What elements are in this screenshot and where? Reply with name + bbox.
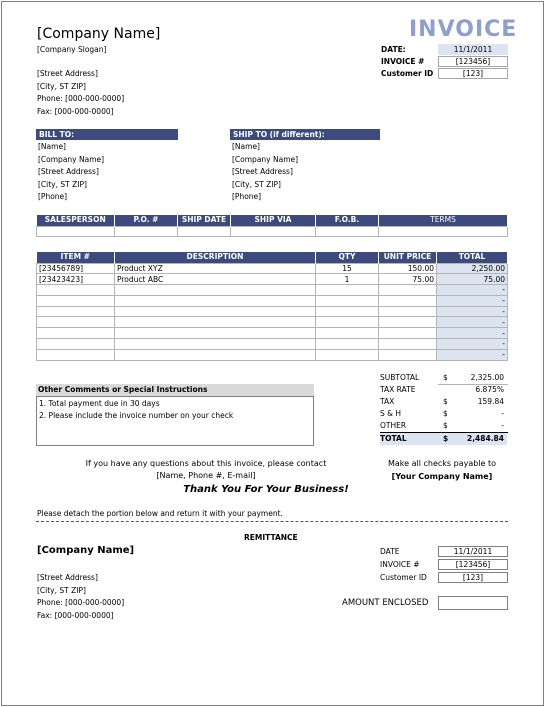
- remittance-customer-label: Customer ID: [380, 573, 427, 582]
- sh-value[interactable]: -: [501, 409, 504, 418]
- subtotal-row: [380, 372, 507, 384]
- table-row: [37, 295, 508, 306]
- other-value[interactable]: -: [501, 421, 504, 430]
- shipping-data-row: [37, 226, 508, 237]
- customer-id-value[interactable]: [123]: [438, 68, 508, 79]
- remittance-date-value[interactable]: 11/1/2011: [438, 546, 508, 557]
- description-cell[interactable]: [115, 349, 316, 360]
- col-item-number: ITEM #: [37, 252, 115, 263]
- line-total-cell: -: [437, 339, 508, 350]
- bill-to-city: [City, ST ZIP]: [38, 179, 87, 189]
- ship-to-name: [Name]: [232, 142, 260, 151]
- company-slogan: [Company Slogan]: [37, 45, 107, 54]
- amount-enclosed-field[interactable]: [438, 596, 508, 610]
- tax-dollar: $: [443, 397, 448, 406]
- questions-text: If you have any questions about this invoice, please contact: [85, 459, 327, 468]
- subtotal-value: 2,325.00: [470, 373, 504, 382]
- unit-price-cell[interactable]: 75.00: [379, 274, 437, 285]
- qty-cell[interactable]: [316, 339, 379, 350]
- qty-cell[interactable]: 1: [316, 274, 379, 285]
- table-row: [37, 317, 508, 328]
- item-number-cell[interactable]: [23456789]: [37, 263, 115, 274]
- tax-rate-row: [380, 384, 507, 396]
- item-number-cell[interactable]: [37, 295, 115, 306]
- comments-heading: Other Comments or Special Instructions: [36, 384, 314, 396]
- unit-price-cell[interactable]: [379, 339, 437, 350]
- item-number-cell[interactable]: [37, 339, 115, 350]
- remittance-company-name: [Company Name]: [37, 545, 135, 556]
- bill-to-heading: [36, 129, 178, 140]
- shipping-table: [36, 215, 508, 237]
- items-header-row: [37, 252, 508, 263]
- line-total-cell: -: [437, 349, 508, 360]
- table-row: [37, 274, 508, 285]
- unit-price-cell[interactable]: [379, 295, 437, 306]
- detach-instructions: Please detach the portion below and return it with your payment.: [37, 509, 283, 518]
- ship-to-city: [City, ST ZIP]: [232, 179, 281, 189]
- fax: Fax: [000-000-0000]: [37, 106, 114, 116]
- line-total-cell: -: [437, 285, 508, 296]
- item-number-cell[interactable]: [37, 285, 115, 296]
- subtotal-dollar: $: [443, 373, 448, 382]
- phone: Phone: [000-000-0000]: [37, 94, 125, 103]
- item-number-cell[interactable]: [37, 317, 115, 328]
- city-state-zip: [City, ST ZIP]: [37, 81, 86, 91]
- description-cell[interactable]: Product ABC: [115, 274, 316, 285]
- bill-to-phone: [Phone]: [38, 192, 68, 201]
- col-ship-via: SHIP VIA: [231, 215, 316, 226]
- ship-via-cell[interactable]: [231, 226, 316, 237]
- qty-cell[interactable]: 15: [316, 263, 379, 274]
- unit-price-cell[interactable]: 150.00: [379, 263, 437, 274]
- col-ship-date: SHIP DATE: [178, 215, 231, 226]
- company-name: [Company Name]: [37, 26, 161, 42]
- other-dollar: $: [443, 421, 448, 430]
- line-total-cell: -: [437, 295, 508, 306]
- line-total-cell: -: [437, 317, 508, 328]
- line-total-cell: -: [437, 306, 508, 317]
- line-total-cell: 2,250.00: [437, 263, 508, 274]
- sh-dollar: $: [443, 409, 448, 418]
- col-salesperson: SALESPERSON: [37, 215, 115, 226]
- remittance-city: [City, ST ZIP]: [37, 585, 86, 595]
- comments-box[interactable]: [36, 396, 314, 446]
- invoice-number-label: INVOICE #: [381, 57, 425, 66]
- contact-info: [Name, Phone #, E-mail]: [156, 471, 256, 480]
- bill-to-name: [Name]: [38, 142, 66, 151]
- table-row: [37, 285, 508, 296]
- invoice-title: INVOICE: [409, 17, 518, 42]
- qty-cell[interactable]: [316, 295, 379, 306]
- thank-you-text: Thank You For Your Business!: [183, 484, 349, 495]
- sh-label: S & H: [380, 409, 402, 418]
- remittance-customer-value[interactable]: [123]: [438, 572, 508, 583]
- remittance-invoice-value[interactable]: [123456]: [438, 559, 508, 570]
- date-value[interactable]: 11/1/2011: [438, 44, 508, 55]
- street-address: [Street Address]: [37, 69, 98, 78]
- qty-cell[interactable]: [316, 349, 379, 360]
- unit-price-cell[interactable]: [379, 285, 437, 296]
- description-cell[interactable]: Product XYZ: [115, 263, 316, 274]
- line-total-cell: 75.00: [437, 274, 508, 285]
- detach-line: [36, 521, 508, 522]
- item-number-cell[interactable]: [37, 349, 115, 360]
- tax-value: 159.84: [477, 397, 504, 406]
- terms-cell[interactable]: [379, 226, 508, 237]
- payable-company: [Your Company Name]: [391, 472, 493, 481]
- description-cell[interactable]: [115, 328, 316, 339]
- ship-to-street: [Street Address]: [232, 167, 293, 176]
- bill-to-street: [Street Address]: [38, 167, 99, 176]
- items-table: [36, 252, 508, 361]
- fob-cell[interactable]: [316, 226, 379, 237]
- table-row: [37, 349, 508, 360]
- item-number-cell[interactable]: [37, 306, 115, 317]
- date-label: DATE:: [381, 45, 406, 54]
- tax-label: TAX: [380, 397, 395, 406]
- col-fob: F.O.B.: [316, 215, 379, 226]
- col-terms: TERMS: [379, 215, 508, 226]
- comment-line: 2. Please include the invoice number on your check: [39, 411, 234, 420]
- table-row: [37, 339, 508, 350]
- other-label: OTHER: [380, 421, 407, 430]
- subtotal-label: SUBTOTAL: [380, 373, 420, 382]
- item-number-cell[interactable]: [23423423]: [37, 274, 115, 285]
- qty-cell[interactable]: [316, 328, 379, 339]
- unit-price-cell[interactable]: [379, 317, 437, 328]
- ship-to-company: [Company Name]: [232, 154, 299, 164]
- unit-price-cell[interactable]: [379, 328, 437, 339]
- tax-rate-value[interactable]: 6.875%: [475, 385, 504, 394]
- total-value: 2,484.84: [466, 434, 504, 443]
- po-number-cell[interactable]: [115, 226, 178, 237]
- table-row: [37, 328, 508, 339]
- other-row: [380, 420, 507, 432]
- col-total: TOTAL: [437, 252, 508, 263]
- description-cell[interactable]: [115, 306, 316, 317]
- description-cell[interactable]: [115, 295, 316, 306]
- remittance-fax: Fax: [000-000-0000]: [37, 610, 114, 620]
- ship-to-phone: [Phone]: [232, 192, 262, 201]
- unit-price-cell[interactable]: [379, 349, 437, 360]
- bill-to-company: [Company Name]: [38, 154, 105, 164]
- tax-row: [380, 396, 507, 408]
- remittance-invoice-label: INVOICE #: [380, 560, 420, 569]
- total-row: [380, 433, 507, 445]
- total-label: TOTAL: [380, 434, 407, 443]
- remittance-phone: Phone: [000-000-0000]: [37, 598, 125, 607]
- col-unit-price: UNIT PRICE: [379, 252, 437, 263]
- ship-date-cell[interactable]: [178, 226, 231, 237]
- description-cell[interactable]: [115, 285, 316, 296]
- payable-text: Make all checks payable to: [387, 459, 497, 468]
- col-po-number: P.O. #: [115, 215, 178, 226]
- remittance-heading: REMITTANCE: [244, 533, 298, 542]
- line-total-cell: -: [437, 328, 508, 339]
- qty-cell[interactable]: [316, 306, 379, 317]
- remittance-date-label: DATE: [380, 547, 400, 556]
- table-row: [37, 263, 508, 274]
- total-dollar: $: [443, 434, 449, 443]
- customer-id-label: Customer ID: [381, 69, 434, 78]
- description-cell[interactable]: [115, 339, 316, 350]
- unit-price-cell[interactable]: [379, 306, 437, 317]
- ship-to-heading: [230, 129, 380, 140]
- bill-to-heading-text: BILL TO:: [39, 130, 75, 139]
- col-qty: QTY: [316, 252, 379, 263]
- qty-cell[interactable]: [316, 285, 379, 296]
- qty-cell[interactable]: [316, 317, 379, 328]
- sh-row: [380, 408, 507, 420]
- tax-rate-label: TAX RATE: [380, 385, 416, 394]
- table-row: [37, 306, 508, 317]
- amount-enclosed-label: AMOUNT ENCLOSED: [342, 598, 429, 608]
- remittance-street: [Street Address]: [37, 573, 98, 582]
- salesperson-cell[interactable]: [37, 226, 115, 237]
- col-description: DESCRIPTION: [115, 252, 316, 263]
- comment-line: 1. Total payment due in 30 days: [39, 399, 160, 408]
- item-number-cell[interactable]: [37, 328, 115, 339]
- shipping-header-row: [37, 215, 508, 226]
- ship-to-heading-text: SHIP TO (if different):: [233, 130, 325, 139]
- invoice-number-value[interactable]: [123456]: [438, 56, 508, 67]
- description-cell[interactable]: [115, 317, 316, 328]
